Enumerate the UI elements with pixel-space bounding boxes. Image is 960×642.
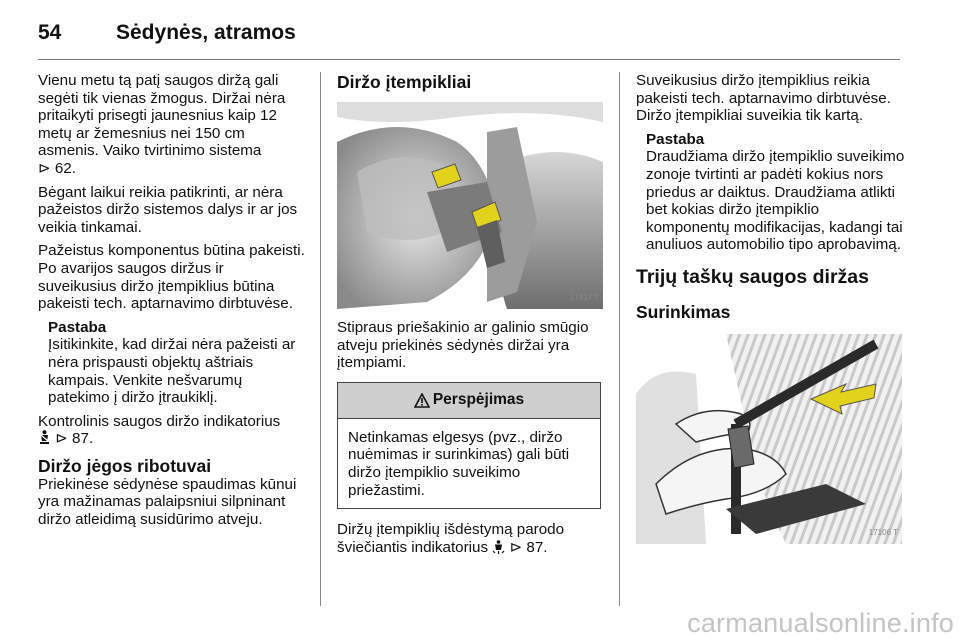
seatbelt-indicator-icon [38,430,51,445]
paragraph: Pažeistus komponentus būtina pakeisti. Po avarijos saugos diržus ir suveikusius diržo įtempiklius būtina pakeisti tech. aptarnavimo dirbtuvėse. [38,242,305,313]
header-divider [38,59,900,60]
page-reference[interactable]: 87. [526,538,548,556]
figure-number: 17106 T [868,528,898,538]
page-number: 54 [38,21,62,44]
section-heading: Diržo įtempikliai [337,72,472,92]
warning-title: Perspėjimas [432,391,525,409]
page-reference[interactable]: 87. [72,430,94,448]
belt-fastening-illustration [636,334,902,544]
paragraph: Kontrolinis saugos diržo indikatorius ⊳ 87. [38,412,281,448]
pretensioner-indicator-icon [492,540,505,554]
ref-arrow-icon: ⊳ [38,159,51,177]
warning-triangle-icon [414,393,430,408]
ref-arrow-icon: ⊳ [509,538,523,556]
note-text: Įsitikinkite, kad diržai nėra pažeisti ar nėra prispausti objektų aštriais kampais. Venkite nešvarumų patekimo į diržo įtraukiklį. [48,336,296,407]
column-divider [619,72,620,606]
warning-box [337,382,601,509]
paragraph: Suveikusius diržo įtempiklius reikia pakeisti tech. aptarnavimo dirbtuvėse. Diržo įtempikliai suveikia tik kartą. [636,72,891,125]
page-header [38,18,296,48]
section-heading: Diržo jėgos ribotuvai [38,455,212,476]
seat-buckles-drawing [337,102,603,309]
column-2 [337,72,609,562]
section-heading: Trijų taškų saugos diržas [636,265,869,288]
ref-arrow-icon: ⊳ [55,430,68,448]
paragraph: Diržų įtempiklių išdėstymą parodo šviečiantis indikatorius ⊳ 87. [337,521,565,556]
column-1 [38,72,306,535]
paragraph: Bėgant laikui reikia patikrinti, ar nėra pažeistos diržo sistemos dalys ir ar jos veikia tinkamai. [38,183,298,236]
warning-text: Netinkamas elgesys (pvz., diržo nuėmimas ir surinkimas) gali būti diržo įtempiklio suveikimo priežastimi. [348,428,570,499]
note [636,131,906,254]
belt-buckle-drawing [636,334,902,544]
paragraph: Stipraus priešakinio ar galinio smūgio atveju priekinės sėdynės diržai yra įtempiami. [337,319,589,372]
subsection-heading: Surinkimas [636,301,731,322]
note-heading: Pastaba [48,318,107,336]
figure-number: 17417 T [569,293,599,303]
note [38,319,306,407]
note-text: Draudžiama diržo įtempiklio suveikimo zonoje tvirtinti ar padėti kokius nors priedus ar daiktus. Draudžiama atlikti bet kokias diržo įtempiklio komponentų modifikacijas, kadangi tai anuliuos automobilio tipo aprobavimą. [646,148,905,254]
paragraph: Priekinėse sėdynėse spaudimas kūnui yra mažinamas palaipsniui silpninant diržo atleidimą susidūrimo atveju. [38,475,297,529]
page-title: Sėdynės, atramos [116,21,296,44]
column-divider [320,72,321,606]
warning-header [338,383,600,419]
watermark: carmanualsonline.info [687,608,954,638]
note-heading: Pastaba [646,130,705,148]
pretensioner-illustration [337,102,603,309]
page-reference[interactable]: 62. [54,159,76,177]
paragraph: Vienu metu tą patį saugos diržą gali segėti tik vienas žmogus. Diržai nėra pritaikyti prisegti jaunesnius kaip 12 metų ar žemesnius nei 150 cm asmenis. Vaiko tvirtinimo sistema ⊳ 62. [38,72,286,177]
column-3 [636,72,906,544]
